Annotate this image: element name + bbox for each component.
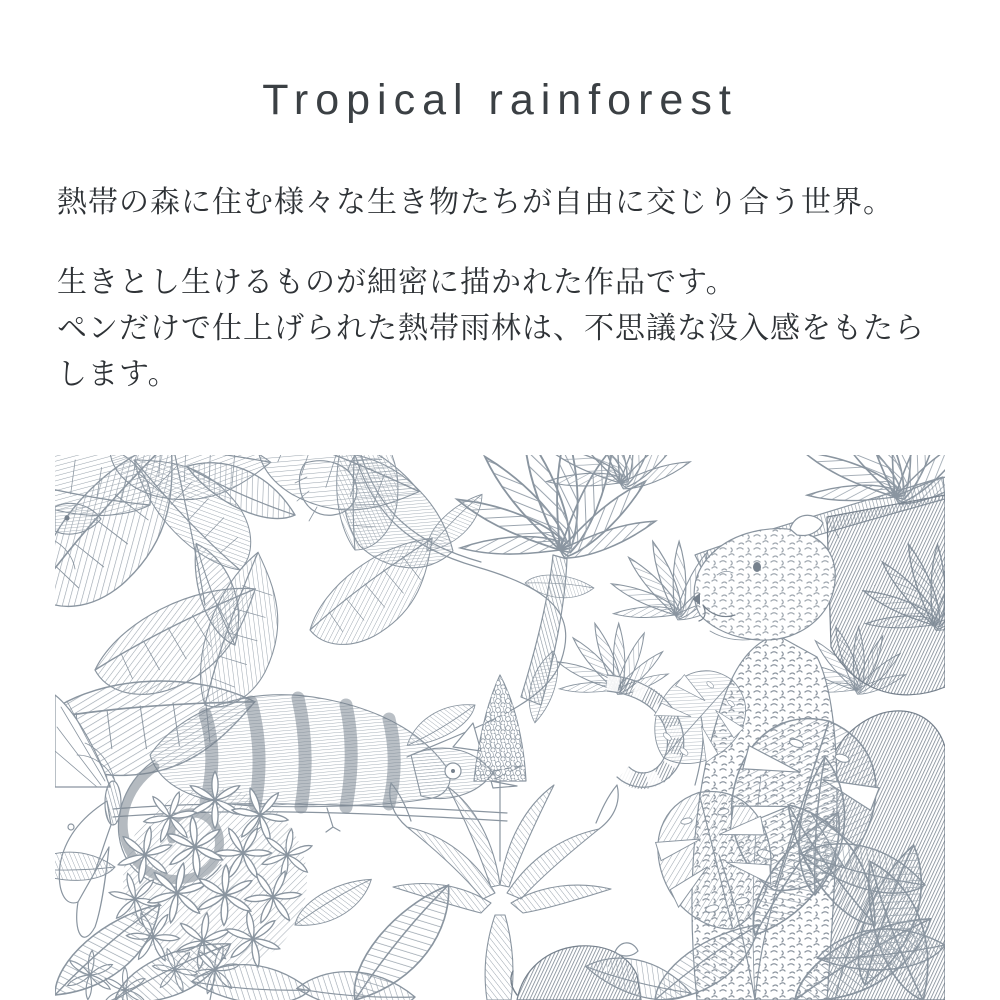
description-paragraph-1: 熱帯の森に住む様々な生き物たちが自由に交じり合う世界。 — [57, 186, 894, 219]
tapir-ear — [615, 943, 638, 956]
description-line-3: します。 — [57, 358, 179, 391]
description-paragraph-2 — [57, 260, 950, 398]
rainforest-artwork-svg — [55, 455, 945, 1000]
leopard-eye — [753, 562, 761, 572]
moth-body — [105, 781, 121, 825]
description-line-2: ペンだけで仕上げられた熱帯雨林は、不思議な没入感をもたら — [57, 312, 925, 345]
rainforest-illustration — [55, 455, 945, 1000]
leopard-dark-backdrop — [827, 495, 945, 695]
page-title: Tropical rainforest — [262, 76, 738, 124]
description-text — [57, 180, 950, 398]
description-line-1: 生きとし生けるものが細密に描かれた作品です。 — [57, 266, 737, 299]
